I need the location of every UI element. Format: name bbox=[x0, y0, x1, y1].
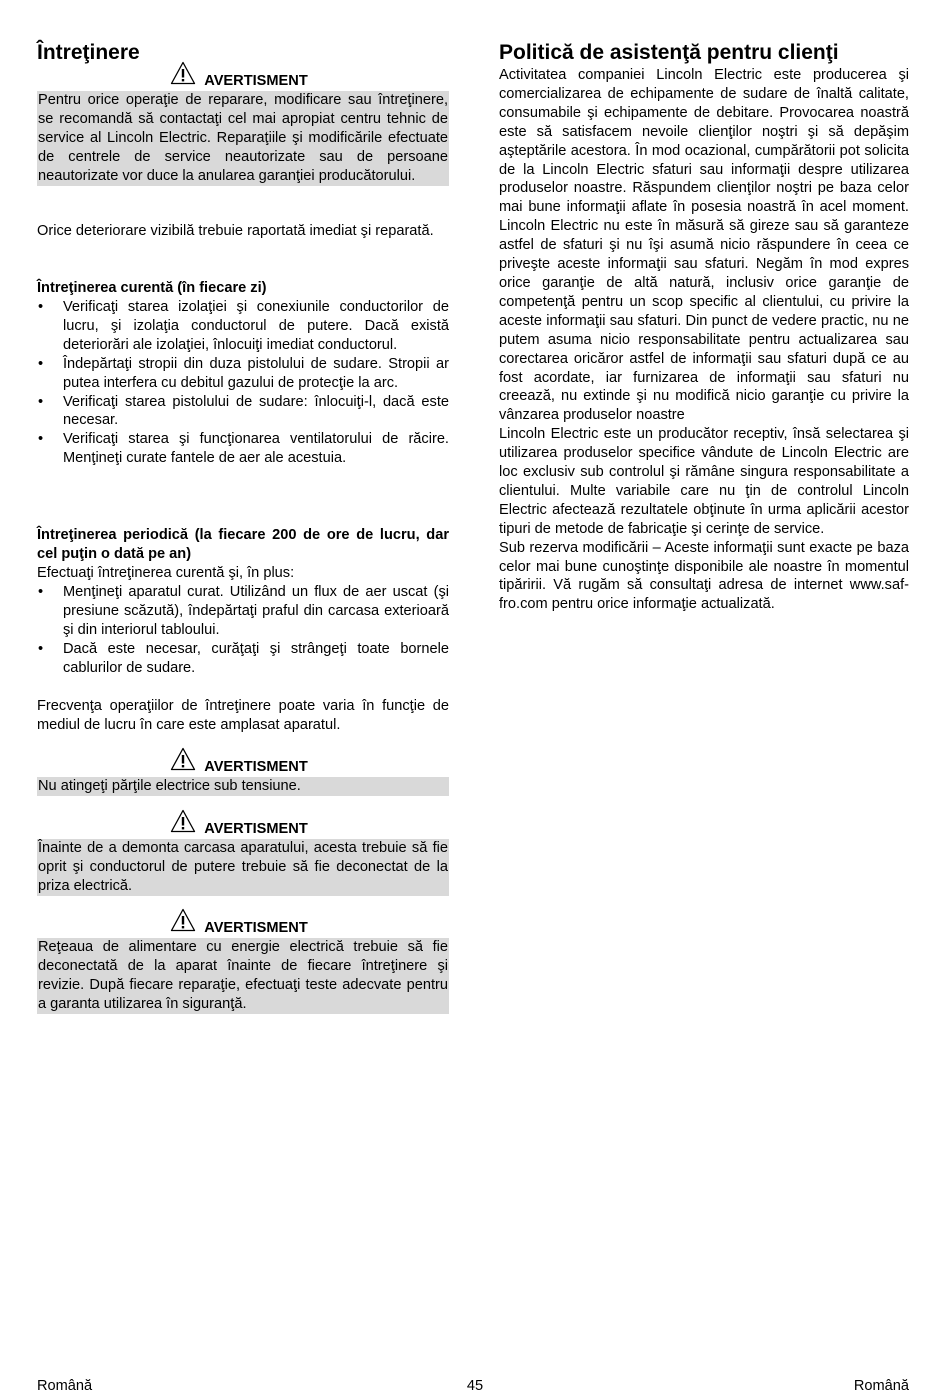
daily-maintenance-list bbox=[37, 298, 449, 468]
policy-paragraph-1: Activitatea companiei Lincoln Electric este producerea şi comercializarea de echipamente de sudare de înaltă calitate, consumabile şi echipamente de debitare. Provocarea noastră este să satisfacem nevoile clienţilor noştri şi să depăşim aşteptările acestora. În mod ocazional, cumpărătorii pot solicita de la Lincoln Electric sfaturi sau informaţii despre utilizarea produselor noastre. Răspundem clienţilor noştri pe baza celor mai bune informaţii aflate în posesia noastră în acel moment. Lincoln Electric nu este în măsură să gireze sau să garanteze astfel de sfaturi şi nu îşi asumă nicio răspundere în ceea ce priveşte aceste informaţii sau sfaturi. Negăm în mod expres orice garanţie de altă natură, inclusiv orice garanţie de competenţă pentru un scop specific al clientului, cu privire la aceste informaţii sau sfaturi. Din punct de vedere practic, nu ne putem asuma nicio responsabilitate pentru actualizarea sau corectarea oricăror astfel de informaţii sau sfaturi după ce au fost acordate, iar furnizarea de informaţii sau sfaturi nu creează, nu extinde şi nu modifică nicio garanţie cu privire la vânzarea produselor noastre bbox=[499, 67, 909, 424]
footer-page-number: 45 bbox=[466, 1378, 484, 1394]
list-item: • Îndepărtaţi stropii din duza pistolului de sudare. Stropii ar putea interfera cu debitul gazului de protecţie la arc. bbox=[37, 355, 449, 393]
warning-triangle-icon bbox=[170, 809, 196, 833]
customer-policy-body bbox=[499, 66, 909, 614]
damage-note: Orice deteriorare vizibilă trebuie raportată imediat şi reparată. bbox=[37, 223, 434, 239]
warning-text: Reţeaua de alimentare cu energie electrică trebuie să fie deconectată de la aparat înainte de fiecare întreţinere şi revizie. După fiecare reparaţie, efectuaţi teste adecvate pentru a garanta utilizarea în siguranţă. bbox=[38, 939, 448, 1012]
warning-label: AVERTISMENT bbox=[204, 759, 308, 775]
periodic-maintenance-heading: Întreţinerea periodică (la fiecare 200 de ore de lucru, dar cel puţin o dată pe an) bbox=[37, 527, 449, 562]
list-item: • Verificaţi starea şi funcţionarea ventilatorului de răcire. Menţineţi curate fantele de aer ale acestuia. bbox=[37, 430, 449, 468]
warning-triangle-icon bbox=[170, 61, 196, 85]
warning-box-4 bbox=[37, 919, 449, 1014]
warning-text: Pentru orice operaţie de reparare, modificare sau întreţinere, se recomandă să contactaţi cel mai apropiat centru tehnic de service al Lincoln Electric. Reparaţiile şi modificările efectuate de centrele de service neautorizate sau de persoane neautorizate vor duce la anularea garanţiei producătorului. bbox=[38, 92, 448, 184]
footer-language-left: Română bbox=[37, 1378, 93, 1394]
customer-policy-title: Politică de asistenţă pentru clienţi bbox=[499, 41, 839, 64]
maintenance-title: Întreţinere bbox=[37, 41, 140, 64]
list-item: • Menţineţi aparatul curat. Utilizând un flux de aer uscat (şi presiune scăzută), îndepărtaţi praful din carcasa exterioară şi din interiorul tabloului. bbox=[37, 583, 449, 640]
warning-text: Nu atingeţi părţile electrice sub tensiune. bbox=[37, 777, 449, 796]
policy-paragraph-3: Sub rezerva modificării – Aceste informaţii sunt exacte pe baza celor mai bune cunoştinţe disponibile ale noastre în momentul tipăririi. Vă rugăm să consultaţi adresa de internet www.saf-fro.com pentru orice informaţie actualizată. bbox=[499, 539, 909, 613]
daily-maintenance-heading: Întreţinerea curentă (în fiecare zi) bbox=[37, 280, 267, 296]
list-item: • Verificaţi starea pistolului de sudare: înlocuiţi-l, dacă este necesar. bbox=[37, 393, 449, 431]
warning-header bbox=[37, 758, 449, 777]
warning-label: AVERTISMENT bbox=[204, 920, 308, 936]
warning-label: AVERTISMENT bbox=[204, 73, 308, 89]
frequency-note: Frecvenţa operaţiilor de întreţinere poate varia în funcţie de mediul de lucru în care este amplasat aparatul. bbox=[37, 698, 449, 733]
warning-box-2 bbox=[37, 758, 449, 796]
warning-box-1 bbox=[37, 72, 449, 186]
list-item: • Dacă este necesar, curăţaţi şi strângeţi toate bornele cablurilor de sudare. bbox=[37, 640, 449, 678]
footer-language-right: Română bbox=[853, 1378, 909, 1394]
policy-paragraph-2: Lincoln Electric este un producător receptiv, însă selectarea şi utilizarea produselor specifice vândute de Lincoln Electric are loc exclusiv sub controlul şi rămâne singura responsabilitate a clientului. Multe variabile care nu ţin de controlul Lincoln Electric afectează rezultatele obţinute în urma aplicării acestor tipuri de metode de fabricaţie şi cerinţe de service. bbox=[499, 426, 909, 537]
warning-header bbox=[37, 820, 449, 839]
warning-text: Înainte de a demonta carcasa aparatului, acesta trebuie să fie oprit şi conductorul de putere trebuie să fie deconectat de la priza electrică. bbox=[38, 840, 448, 894]
warning-header bbox=[37, 919, 449, 938]
periodic-maintenance-list bbox=[37, 583, 449, 678]
warning-header bbox=[37, 72, 449, 91]
warning-triangle-icon bbox=[170, 908, 196, 932]
warning-label: AVERTISMENT bbox=[204, 821, 308, 837]
list-item: • Verificaţi starea izolaţiei şi conexiunile conductorilor de lucru, şi izolaţia conductorul de putere. Dacă există deteriorări ale izolaţiei, înlocuiţi imediat conductorul. bbox=[37, 298, 449, 355]
warning-triangle-icon bbox=[170, 747, 196, 771]
periodic-intro: Efectuaţi întreţinerea curentă şi, în plus: bbox=[37, 565, 295, 581]
warning-box-3 bbox=[37, 820, 449, 896]
